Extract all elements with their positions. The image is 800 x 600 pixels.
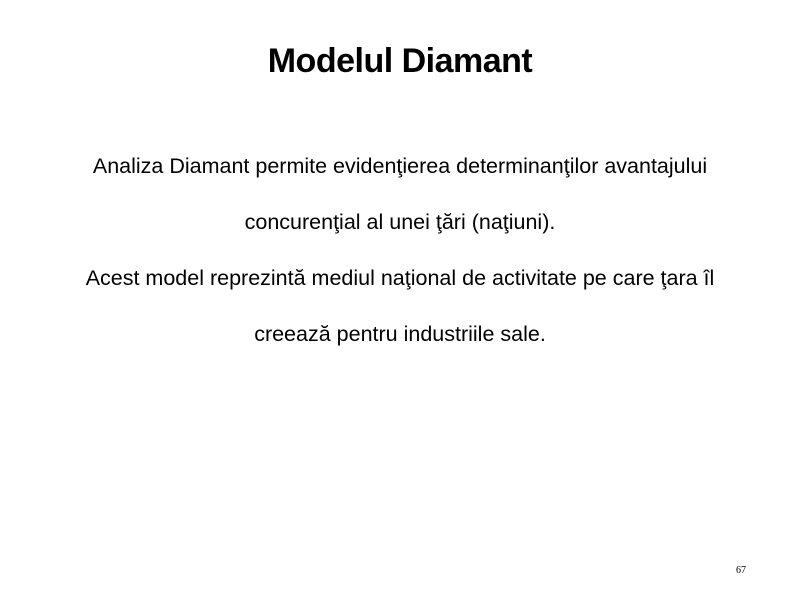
- paragraph-definition: Analiza Diamant permite evidenţierea determinanţilor avantajului concurenţial al unei ţări (naţiuni).: [92, 154, 708, 234]
- slide-title: Modelul Diamant: [267, 42, 533, 80]
- page-number: 67: [736, 565, 746, 576]
- paragraph-model-description: Acest model reprezintă mediul naţional de activitate pe care ţara îl creează pentru industriile sale.: [85, 266, 715, 346]
- slide-body: [60, 138, 740, 362]
